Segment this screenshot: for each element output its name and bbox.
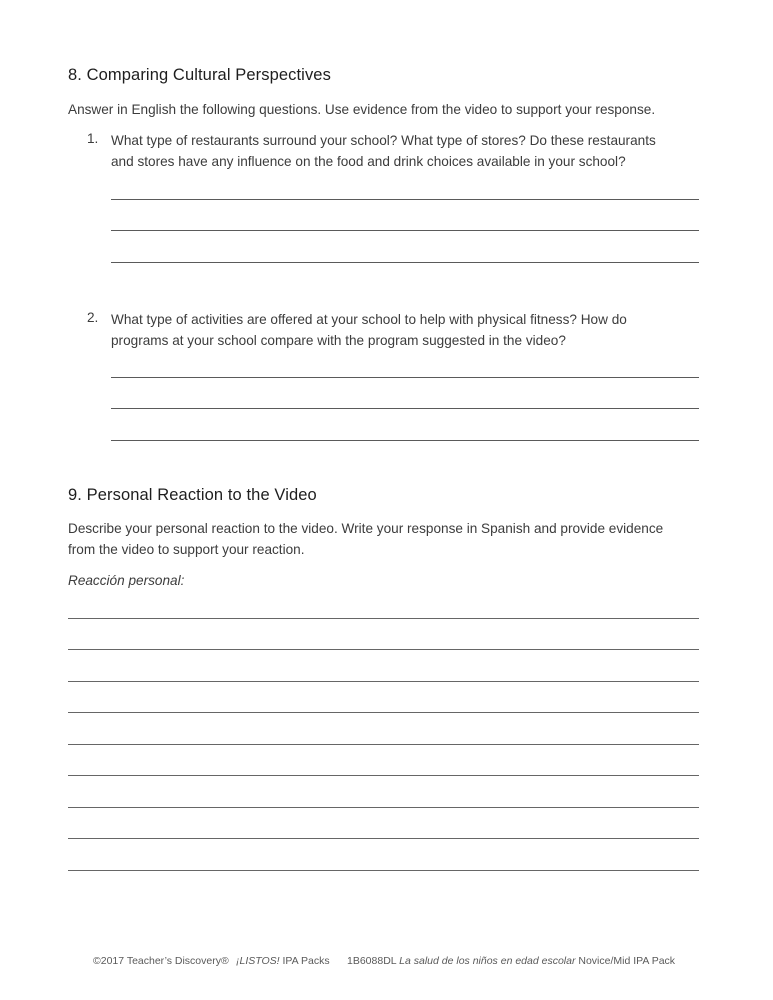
section-9-instructions-line2: from the video to support your reaction. [68,542,305,557]
footer-copyright: ©2017 Teacher’s Discovery® [93,955,229,967]
footer-level: Novice/Mid IPA Pack [575,955,676,967]
question-2-text-line1: What type of activities are offered at your school to help with physical fitness? How do [111,312,627,327]
footer-title: La salud de los niños en edad escolar [399,955,576,967]
question-1-answer-line[interactable] [111,230,699,231]
section-9-instructions [68,518,708,560]
footer-product [347,955,675,967]
footer-code: 1B6088DL [347,955,397,967]
reaction-answer-line[interactable] [68,807,699,808]
reaction-answer-line[interactable] [68,712,699,713]
question-2-text [111,309,711,351]
question-1-text-line1: What type of restaurants surround your school? What type of stores? Do these restaurants [111,133,656,148]
footer-series-rest: IPA Packs [279,955,330,967]
reaction-answer-line[interactable] [68,775,699,776]
question-1-number: 1. [87,131,99,146]
question-2-number: 2. [87,310,99,325]
footer-series [236,955,330,967]
question-2-answer-line[interactable] [111,377,699,378]
section-8-heading: 8. Comparing Cultural Perspectives [68,66,331,84]
reaction-label: Reacción personal: [68,573,185,588]
question-1-text-line2: and stores have any influence on the food and drink choices available in your school? [111,154,626,169]
question-1-answer-line[interactable] [111,262,699,263]
question-1-text [111,130,711,172]
footer-series-italic: ¡LISTOS! [236,955,280,967]
question-2-answer-line[interactable] [111,408,699,409]
section-8-instructions: Answer in English the following questions. Use evidence from the video to support your response. [68,102,656,117]
section-9-instructions-line1: Describe your personal reaction to the video. Write your response in Spanish and provide evidence [68,521,664,536]
reaction-answer-line[interactable] [68,838,699,839]
reaction-answer-line[interactable] [68,681,699,682]
question-2-text-line2: programs at your school compare with the program suggested in the video? [111,333,566,348]
question-1-answer-line[interactable] [111,199,699,200]
reaction-answer-line[interactable] [68,870,699,871]
reaction-answer-line[interactable] [68,649,699,650]
reaction-answer-line[interactable] [68,618,699,619]
section-9-heading: 9. Personal Reaction to the Video [68,486,317,504]
reaction-answer-line[interactable] [68,744,699,745]
question-2-answer-line[interactable] [111,440,699,441]
